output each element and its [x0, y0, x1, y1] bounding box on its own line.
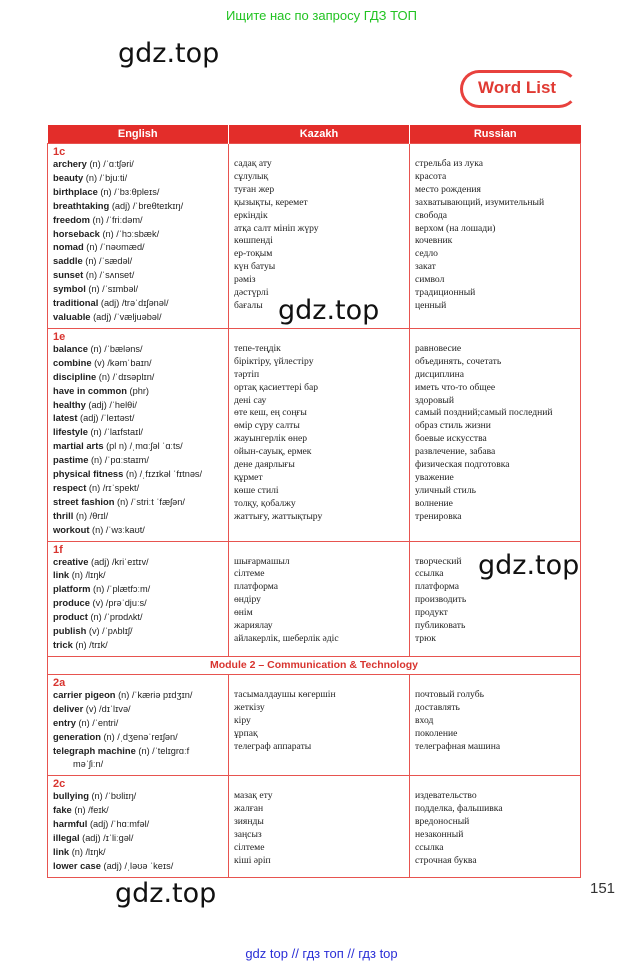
russian-translation: символ: [415, 274, 445, 286]
spacer: [234, 544, 404, 556]
english-entry: [53, 510, 223, 524]
russian-translation: телеграфная машина: [415, 740, 501, 752]
russian-translation: иметь что-то общее: [415, 381, 496, 393]
english-word: harmful: [53, 818, 88, 830]
kazakh-column: [229, 144, 410, 329]
kazakh-translation: платформа: [234, 581, 279, 593]
kazakh-translation: атқа салт мініп жүру: [234, 222, 319, 234]
pronunciation: (n) /ˈpɑːstaɪm/: [88, 455, 149, 466]
russian-translation: самый поздний;самый последний: [415, 407, 553, 419]
kazakh-translation: дәстүрлі: [234, 287, 269, 299]
russian-translation: поколение: [415, 727, 458, 739]
english-entry: [53, 597, 223, 611]
kazakh-translation: шығармашыл: [234, 555, 290, 567]
top-banner[interactable]: Ищите нас по запросу ГДЗ ТОП: [226, 8, 417, 23]
russian-translation: вредоносный: [415, 816, 470, 828]
russian-translation: место рождения: [415, 183, 481, 195]
pronunciation: (n) /ˈtelɪɡrɑːf: [135, 745, 190, 756]
pronunciation: (adj) /ˌləʊə ˈkeɪs/: [100, 860, 174, 871]
section-row: [48, 541, 581, 656]
english-word: archery: [53, 158, 87, 169]
english-word: generation: [53, 730, 101, 742]
pronunciation: (n) /lɪŋk/: [69, 846, 106, 857]
russian-translation: физическая подготовка: [415, 459, 510, 471]
english-word: martial arts: [53, 440, 104, 452]
spacer: [234, 331, 404, 343]
russian-translation: вход: [415, 714, 434, 726]
russian-translation: творческий: [415, 555, 462, 567]
russian-translation: тренировка: [415, 510, 462, 522]
russian-translation: производить: [415, 594, 467, 606]
kazakh-column: [229, 328, 410, 541]
english-entry: [53, 611, 223, 625]
pronunciation: (n) /ˈplætfɔːm/: [90, 584, 151, 595]
pronunciation: (adj) /ˈvæljuəbəl/: [90, 311, 162, 322]
english-entry: [53, 689, 223, 703]
header-kazakh: Kazakh: [229, 125, 410, 144]
english-entry: [53, 412, 223, 426]
pronunciation: (pl n) /ˌmɑːʃəl ˈɑːts/: [103, 441, 183, 452]
english-word: freedom: [53, 213, 90, 225]
english-entry: [53, 440, 223, 454]
pronunciation: (n) /rɪˈspekt/: [86, 482, 140, 493]
english-word: horseback: [53, 227, 100, 239]
kazakh-translation: дене даярлығы: [234, 459, 295, 471]
kazakh-translation: ер-тоқым: [234, 248, 273, 260]
spacer: [415, 146, 575, 158]
english-word: pastime: [53, 454, 89, 466]
russian-column: [410, 674, 581, 775]
section-title: 1f: [53, 543, 63, 556]
russian-translation: строчная буква: [415, 854, 477, 866]
english-entry: [53, 804, 223, 818]
english-word: balance: [53, 342, 88, 354]
kazakh-column: [229, 776, 410, 877]
english-word: telegraph machine: [53, 744, 136, 756]
russian-translation: боевые искусства: [415, 433, 487, 445]
english-entry: [53, 385, 223, 399]
russian-translation: незаконный: [415, 829, 464, 841]
kazakh-translation: біріктіру, үйлестіру: [234, 355, 314, 367]
word-list-badge: [460, 70, 578, 108]
english-word: workout: [53, 523, 90, 535]
russian-translation: издевательство: [415, 790, 477, 802]
spacer: [415, 331, 575, 343]
pronunciation: (n) /ˈsʌnset/: [83, 270, 135, 281]
kazakh-translation: тасымалдаушы көгершін: [234, 688, 336, 700]
russian-translation: публиковать: [415, 620, 466, 632]
pronunciation: (adj) /ˈleɪtəst/: [77, 413, 135, 424]
russian-translation: развлечение, забава: [415, 446, 496, 458]
english-word: fake: [53, 804, 72, 816]
english-entry: [53, 255, 223, 269]
english-word: illegal: [53, 832, 80, 844]
pronunciation: (n) /ˈbjuːti/: [83, 172, 128, 183]
pronunciation: (adj) /trəˈdɪʃənəl/: [98, 298, 169, 309]
kazakh-translation: кіру: [234, 714, 251, 726]
kazakh-translation: өте кеш, ең соңғы: [234, 407, 307, 419]
kazakh-translation: сілтеме: [234, 568, 265, 580]
kazakh-translation: жариялау: [234, 620, 273, 632]
english-entry: [53, 158, 223, 172]
kazakh-translation: ортақ қасиеттері бар: [234, 381, 319, 393]
russian-translation: захватывающий, изумительный: [415, 196, 545, 208]
english-word: thrill: [53, 509, 74, 521]
english-word: entry: [53, 716, 76, 728]
kazakh-translation: жеткізу: [234, 701, 265, 713]
section-title: 1e: [53, 330, 66, 343]
russian-translation: почтовый голубь: [415, 688, 484, 700]
kazakh-translation: күн батуы: [234, 261, 276, 273]
pronunciation: (n) /ˈsɪmbəl/: [85, 284, 139, 295]
pronunciation: (n) /ˈnəʊmæd/: [83, 242, 145, 253]
pronunciation: (phr): [126, 385, 149, 396]
english-entry: [53, 241, 223, 255]
english-entry: [53, 482, 223, 496]
english-word: valuable: [53, 310, 91, 322]
pronunciation: (n) /ˈɑːtʃəri/: [86, 159, 134, 169]
russian-translation: здоровый: [415, 394, 454, 406]
pronunciation: (n) /ˈwɜːkaʊt/: [89, 524, 145, 535]
table-header-row: [48, 125, 581, 144]
pronunciation: (n) /ˈentri/: [75, 717, 119, 728]
kazakh-translation: сілтеме: [234, 841, 265, 853]
russian-translation: уважение: [415, 471, 454, 483]
kazakh-translation: жаттығу, жаттықтыру: [234, 510, 323, 522]
english-entry-continued: [53, 758, 223, 772]
kazakh-translation: құрмет: [234, 471, 263, 483]
english-entry: [53, 214, 223, 228]
english-word: healthy: [53, 398, 86, 410]
russian-translation: верхом (на лошади): [415, 222, 496, 234]
kazakh-translation: жалған: [234, 803, 264, 815]
pronunciation: (n) /ˈsædəl/: [82, 256, 133, 267]
kazakh-translation: өмір сүру салты: [234, 420, 300, 432]
russian-translation: доставлять: [415, 701, 460, 713]
russian-translation: трюк: [415, 633, 436, 644]
russian-translation: дисциплина: [415, 368, 464, 380]
kazakh-translation: көше стилі: [234, 484, 279, 496]
english-column: [48, 776, 229, 877]
english-word: product: [53, 611, 88, 623]
russian-translation: свобода: [415, 209, 448, 221]
module-title: Module 2 – Communication & Technology: [48, 656, 581, 674]
section-row: [48, 674, 581, 775]
english-entry: [53, 357, 223, 371]
kazakh-column: [229, 541, 410, 656]
english-entry: [53, 186, 223, 200]
header-russian: Russian: [410, 125, 581, 144]
english-word: respect: [53, 481, 87, 493]
section-row: [48, 776, 581, 877]
english-column: [48, 674, 229, 775]
english-entry: [53, 200, 223, 214]
spacer: [415, 544, 575, 556]
english-column: [48, 328, 229, 541]
english-entry: [53, 311, 223, 325]
english-column: [48, 144, 229, 329]
russian-column: [410, 144, 581, 329]
english-entry: [53, 283, 223, 297]
english-entry: [53, 399, 223, 413]
russian-translation: образ стиль жизни: [415, 420, 491, 432]
kazakh-translation: көшпенді: [234, 235, 273, 247]
pronunciation: (n) /ˈbæləns/: [87, 343, 143, 354]
russian-column: [410, 776, 581, 877]
pronunciation: (n) /ˈfriːdəm/: [90, 214, 143, 225]
section-title: 2c: [53, 778, 66, 791]
english-entry: [53, 846, 223, 860]
section-title: 2a: [53, 676, 66, 689]
russian-column: [410, 541, 581, 656]
russian-translation: волнение: [415, 497, 453, 509]
section-row: [48, 328, 581, 541]
english-word: street fashion: [53, 495, 115, 507]
pronunciation-continued: məˈʃiːn/: [73, 759, 104, 770]
russian-translation: седло: [415, 248, 438, 260]
pronunciation: (n) /θrɪl/: [73, 510, 109, 521]
english-entry: [53, 454, 223, 468]
kazakh-translation: заңсыз: [234, 829, 262, 841]
russian-translation: ссылка: [415, 841, 444, 853]
pronunciation: (n) /ˈkæriə pɪdʒɪn/: [115, 689, 193, 700]
kazakh-translation: өндіру: [234, 594, 261, 606]
english-entry: [53, 371, 223, 385]
pronunciation: (n) /ˈstriːt ˈfæʃən/: [114, 496, 185, 507]
english-word: sunset: [53, 269, 84, 281]
pronunciation: (v) /ˈpʌblɪʃ/: [86, 626, 133, 637]
english-entry: [53, 269, 223, 283]
english-entry: [53, 790, 223, 804]
kazakh-translation: ойын-сауық, ермек: [234, 446, 312, 458]
blank-line: [415, 753, 575, 766]
english-entry: [53, 524, 223, 538]
kazakh-translation: тәртіп: [234, 368, 260, 380]
english-word: deliver: [53, 702, 84, 714]
russian-column: [410, 328, 581, 541]
russian-translation: равновесие: [415, 342, 462, 354]
english-entry: [53, 703, 223, 717]
english-word: combine: [53, 356, 92, 368]
english-word: discipline: [53, 370, 97, 382]
kazakh-translation: жауынгерлік өнер: [234, 433, 308, 445]
kazakh-translation: дені сау: [234, 394, 267, 406]
russian-translation: закат: [415, 261, 436, 273]
english-entry: [53, 832, 223, 846]
pronunciation: (n) /ˈprɒdʌkt/: [87, 612, 143, 623]
word-list-table: [47, 125, 581, 878]
pronunciation: (n) /ˈhɔːsbæk/: [99, 228, 160, 239]
english-entry: [53, 639, 223, 653]
russian-translation: кочевник: [415, 235, 453, 247]
spacer: [234, 778, 404, 790]
english-word: traditional: [53, 297, 99, 309]
watermark: gdz.top: [278, 295, 380, 326]
english-entry: [53, 583, 223, 597]
russian-translation: ссылка: [415, 568, 444, 580]
english-column: [48, 541, 229, 656]
russian-translation: традиционный: [415, 287, 476, 299]
spacer: [234, 146, 404, 158]
spacer: [415, 778, 575, 790]
english-word: trick: [53, 639, 73, 650]
russian-translation: продукт: [415, 607, 448, 619]
english-word: carrier pigeon: [53, 688, 116, 700]
pronunciation: (v) /dɪˈlɪvə/: [83, 703, 131, 714]
english-word: bullying: [53, 790, 89, 802]
kazakh-translation: садақ ату: [234, 158, 272, 169]
russian-translation: уличный стиль: [415, 484, 476, 496]
english-entry: [53, 860, 223, 874]
pronunciation: (n) /ˌdʒenəˈreɪʃən/: [100, 731, 178, 742]
russian-translation: объединять, сочетать: [415, 355, 502, 367]
english-word: lower case: [53, 859, 101, 871]
kazakh-translation: бағалы: [234, 299, 263, 311]
kazakh-translation: туған жер: [234, 183, 275, 195]
bottom-links[interactable]: gdz top // гдз топ // гдз top: [245, 946, 398, 961]
kazakh-translation: еркіндік: [234, 209, 268, 221]
kazakh-translation: толқу, қобалжу: [234, 497, 296, 509]
english-word: platform: [53, 583, 91, 595]
russian-translation: подделка, фальшивка: [415, 803, 503, 815]
watermark: gdz.top: [478, 550, 580, 581]
pronunciation: (adj) /ˈhɑːmfəl/: [87, 819, 150, 830]
badge-label: Word List: [478, 78, 557, 97]
kazakh-translation: өнім: [234, 607, 253, 619]
english-entry: [53, 556, 223, 570]
pronunciation: (n) /ˈdɪsəplɪn/: [96, 371, 155, 382]
english-entry: [53, 731, 223, 745]
pronunciation: (adj) /ˈbreθteɪkɪŋ/: [109, 200, 184, 211]
english-entry: [53, 343, 223, 357]
watermark: gdz.top: [118, 38, 220, 69]
pronunciation: (adj) /kriˈeɪtɪv/: [88, 556, 149, 567]
blank-line: [234, 753, 404, 766]
english-word: saddle: [53, 255, 83, 267]
kazakh-translation: сұлулық: [234, 170, 269, 182]
english-word: publish: [53, 625, 87, 637]
english-entry: [53, 172, 223, 186]
english-entry: [53, 717, 223, 731]
english-entry: [53, 569, 223, 583]
english-word: nomad: [53, 241, 84, 253]
kazakh-translation: кіші әріп: [234, 854, 271, 866]
english-word: physical fitness: [53, 468, 124, 480]
english-word: breathtaking: [53, 199, 110, 211]
russian-translation: ценный: [415, 299, 447, 311]
kazakh-translation: рәміз: [234, 274, 256, 286]
pronunciation: (n) /ˈbɜːθpleɪs/: [97, 186, 160, 197]
english-entry: [53, 745, 223, 759]
pronunciation: (n) /ˈlaɪfstaɪl/: [87, 427, 143, 438]
pronunciation: (adj) /ˈhelθi/: [85, 399, 137, 410]
kazakh-translation: айлакерлік, шеберлік әдіс: [234, 633, 339, 644]
pronunciation: (v) /prəˈdjuːs/: [89, 598, 147, 609]
module-row: [48, 656, 581, 674]
section-title: 1c: [53, 146, 66, 158]
english-entry: [53, 625, 223, 639]
kazakh-translation: телеграф аппараты: [234, 740, 312, 752]
kazakh-translation: зиянды: [234, 816, 264, 828]
pronunciation: (n) /ˈbʊliɪŋ/: [88, 791, 137, 802]
english-word: beauty: [53, 171, 84, 183]
kazakh-column: [229, 674, 410, 775]
english-entry: [53, 496, 223, 510]
pronunciation: (n) /trɪk/: [72, 640, 108, 650]
pronunciation: (v) /kəmˈbaɪn/: [91, 357, 152, 368]
page-number: 151: [590, 880, 616, 897]
kazakh-translation: тепе-теңдік: [234, 342, 281, 354]
english-entry: [53, 468, 223, 482]
english-word: birthplace: [53, 185, 98, 197]
header-english: English: [48, 125, 229, 144]
english-word: link: [53, 845, 70, 857]
pronunciation: (n) /feɪk/: [71, 805, 109, 816]
english-word: produce: [53, 597, 90, 609]
english-word: symbol: [53, 283, 86, 295]
russian-translation: платформа: [415, 581, 460, 593]
english-entry: [53, 818, 223, 832]
english-entry: [53, 426, 223, 440]
section-row: [48, 144, 581, 329]
spacer: [234, 677, 404, 689]
english-word: have in common: [53, 384, 127, 396]
english-word: latest: [53, 412, 78, 424]
pronunciation: (adj) /ɪˈliːɡəl/: [79, 833, 134, 844]
pronunciation: (n) /lɪŋk/: [69, 570, 106, 581]
kazakh-translation: ұрпақ: [234, 727, 258, 739]
kazakh-translation: мазақ ету: [234, 790, 273, 802]
russian-translation: стрельба из лука: [415, 158, 484, 169]
english-word: link: [53, 569, 70, 581]
watermark: gdz.top: [115, 878, 217, 909]
spacer: [415, 677, 575, 689]
english-entry: [53, 228, 223, 242]
pronunciation: (n) /ˌfɪzɪkəl ˈfɪtnəs/: [123, 469, 203, 480]
russian-translation: красота: [415, 170, 447, 182]
english-word: lifestyle: [53, 426, 88, 438]
english-entry: [53, 297, 223, 311]
english-word: creative: [53, 555, 89, 567]
kazakh-translation: қызықты, керемет: [234, 196, 308, 208]
